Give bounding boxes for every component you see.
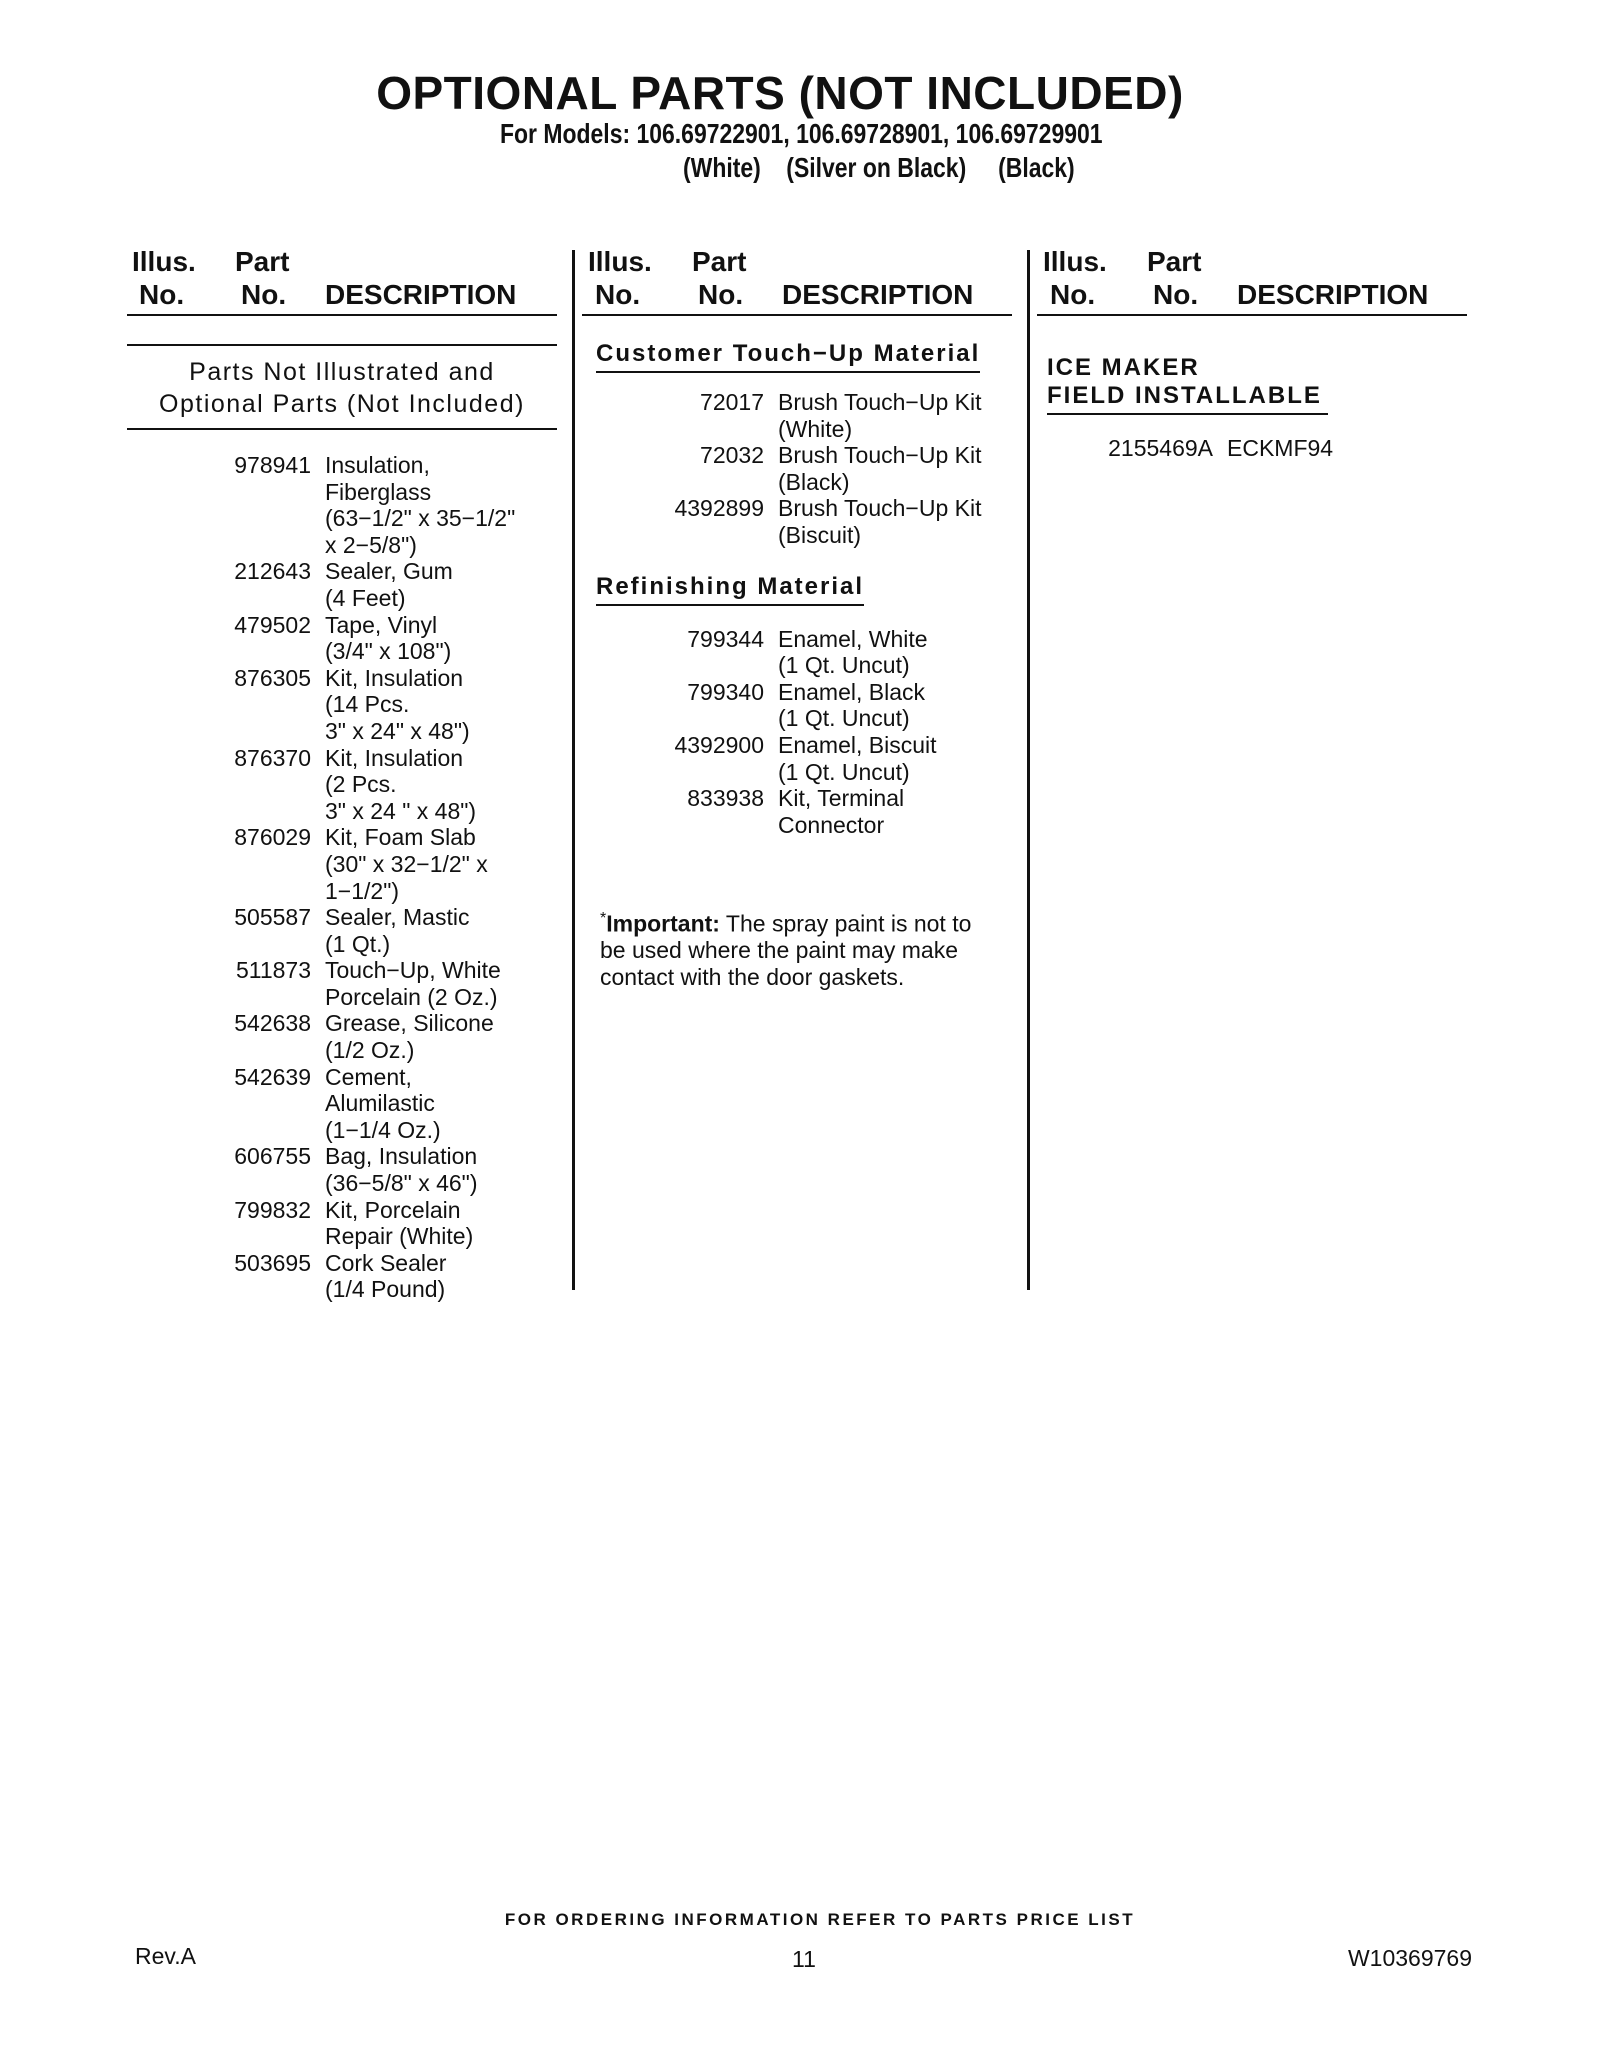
important-note	[600, 906, 1000, 990]
part-number: 606755	[234, 1143, 311, 1170]
part-no-label: No.	[241, 279, 287, 310]
part-row	[127, 612, 557, 665]
section-refinishing	[582, 573, 1012, 606]
part-no-label: No.	[698, 279, 744, 310]
part-number: 799832	[234, 1196, 311, 1223]
part-number: 4392899	[674, 495, 764, 522]
description-label: DESCRIPTION	[325, 279, 517, 310]
column-header	[582, 246, 1012, 316]
part-description: Touch−Up, White Porcelain (2 Oz.)	[325, 957, 501, 1010]
illus-no-label: No.	[595, 279, 641, 310]
part-number: 799344	[687, 625, 764, 652]
column-header	[1037, 246, 1467, 316]
page-number: 11	[792, 1946, 816, 1972]
part-description: Kit, Foam Slab (30" x 32−1/2" x 1−1/2")	[325, 824, 488, 904]
part-row	[582, 389, 1012, 442]
part-row	[127, 957, 557, 1010]
part-description: Bag, Insulation (36−5/8" x 46")	[325, 1143, 478, 1197]
part-label: Part	[1147, 246, 1202, 277]
part-description: Brush Touch−Up Kit (White)	[778, 389, 982, 442]
part-number: 876370	[234, 744, 311, 771]
part-row	[127, 824, 557, 904]
model-variants-line: (White) (Silver on Black) (Black)	[683, 152, 1075, 183]
illus-label: Illus.	[1043, 246, 1107, 277]
section-title-line1: ICE MAKER	[1047, 354, 1200, 381]
column-1	[127, 246, 557, 1303]
illus-label: Illus.	[588, 246, 652, 277]
section-title-line2: FIELD INSTALLABLE	[1047, 382, 1322, 409]
revision: Rev.A	[135, 1943, 196, 1969]
part-row	[582, 785, 1012, 838]
part-description: Cork Sealer (1/4 Pound)	[325, 1249, 447, 1303]
part-row	[582, 495, 1012, 548]
part-row	[127, 1250, 557, 1303]
ordering-info: FOR ORDERING INFORMATION REFER TO PARTS PRICE LIST	[504, 1910, 1136, 1929]
part-number: 4392900	[674, 731, 764, 758]
section-parts-not-illustrated	[127, 344, 557, 430]
column-divider	[572, 250, 575, 1290]
part-no-label: No.	[1153, 279, 1199, 310]
column-2	[582, 246, 1012, 838]
part-description: Brush Touch−Up Kit (Biscuit)	[778, 495, 982, 548]
part-row	[582, 732, 1012, 785]
parts-list	[582, 389, 1012, 549]
parts-list	[127, 452, 557, 1303]
models-line: For Models: 106.69722901, 106.69728901, 106.69729901	[500, 118, 1103, 149]
part-description: Enamel, White (1 Qt. Uncut)	[778, 625, 928, 679]
section-title-line2: Optional Parts (Not Included)	[159, 390, 525, 418]
part-description: Insulation, Fiberglass (63−1/2" x 35−1/2" x 2−5/8")	[325, 452, 516, 558]
note-label: Important:	[606, 910, 720, 937]
parts-list	[582, 626, 1012, 839]
note-marker: *	[600, 910, 607, 927]
column-header	[127, 246, 557, 316]
part-number: 72017	[700, 389, 764, 415]
illus-no-label: No.	[1050, 279, 1096, 310]
part-number: 503695	[234, 1249, 311, 1276]
part-row	[582, 679, 1012, 732]
part-number: 2155469A	[1108, 435, 1213, 461]
part-description: Kit, Insulation (2 Pcs. 3" x 24 " x 48")	[325, 744, 477, 824]
description-label: DESCRIPTION	[1237, 279, 1429, 310]
part-number: 978941	[234, 452, 311, 478]
document-number: W10369769	[1347, 1945, 1472, 1971]
part-number: 542638	[234, 1010, 311, 1037]
part-description: Enamel, Biscuit (1 Qt. Uncut)	[778, 731, 937, 785]
part-number: 72032	[700, 442, 764, 469]
part-row	[127, 1197, 557, 1250]
section-touch-up	[582, 340, 1012, 373]
part-row	[1037, 435, 1467, 462]
part-description: Kit, Porcelain Repair (White)	[325, 1196, 474, 1250]
part-description: Kit, Terminal Connector	[778, 785, 905, 838]
part-description: Grease, Silicone (1/2 Oz.)	[325, 1010, 494, 1064]
part-row	[127, 1143, 557, 1196]
part-label: Part	[692, 246, 747, 277]
section-ice-maker	[1037, 354, 1467, 415]
part-row	[127, 745, 557, 825]
part-number: 511873	[235, 957, 311, 984]
illus-label: Illus.	[132, 246, 196, 277]
part-description: Tape, Vinyl (3/4" x 108")	[325, 611, 452, 665]
part-row	[582, 626, 1012, 679]
part-row	[127, 665, 557, 745]
part-row	[127, 558, 557, 611]
section-title: Refinishing Material	[596, 573, 864, 606]
part-number: 542639	[234, 1063, 311, 1090]
illus-no-label: No.	[139, 279, 185, 310]
part-row	[127, 452, 557, 558]
part-description: Sealer, Mastic (1 Qt.)	[325, 904, 470, 957]
part-number: 799340	[687, 678, 764, 705]
part-number: 876305	[234, 664, 311, 691]
part-label: Part	[235, 246, 290, 277]
part-number: 876029	[234, 824, 311, 851]
part-row	[582, 442, 1012, 495]
part-description: Brush Touch−Up Kit (Black)	[778, 442, 982, 495]
part-row	[127, 1064, 557, 1144]
part-row	[127, 1010, 557, 1063]
part-number: 505587	[234, 904, 311, 931]
part-number: 212643	[234, 558, 311, 585]
part-description: Sealer, Gum (4 Feet)	[325, 558, 453, 611]
part-number: 479502	[234, 611, 311, 638]
parts-list	[1037, 435, 1467, 462]
section-title: Customer Touch−Up Material	[596, 340, 980, 373]
part-description: ECKMF94	[1227, 435, 1334, 461]
part-description: Cement, Alumilastic (1−1/4 Oz.)	[325, 1063, 441, 1143]
note-text: The spray paint is not to be used where the paint may make contact with the door gaskets.	[600, 910, 972, 990]
page-title: OPTIONAL PARTS (NOT INCLUDED)	[376, 67, 1184, 119]
part-number: 833938	[687, 785, 764, 812]
description-label: DESCRIPTION	[782, 279, 974, 310]
column-3	[1037, 246, 1467, 462]
column-divider	[1027, 250, 1030, 1290]
part-row	[127, 904, 557, 957]
part-description: Enamel, Black (1 Qt. Uncut)	[778, 678, 926, 732]
section-title	[1047, 354, 1328, 415]
section-title-line1: Parts Not Illustrated and	[189, 358, 495, 386]
part-description: Kit, Insulation (14 Pcs. 3" x 24" x 48")	[325, 664, 470, 744]
